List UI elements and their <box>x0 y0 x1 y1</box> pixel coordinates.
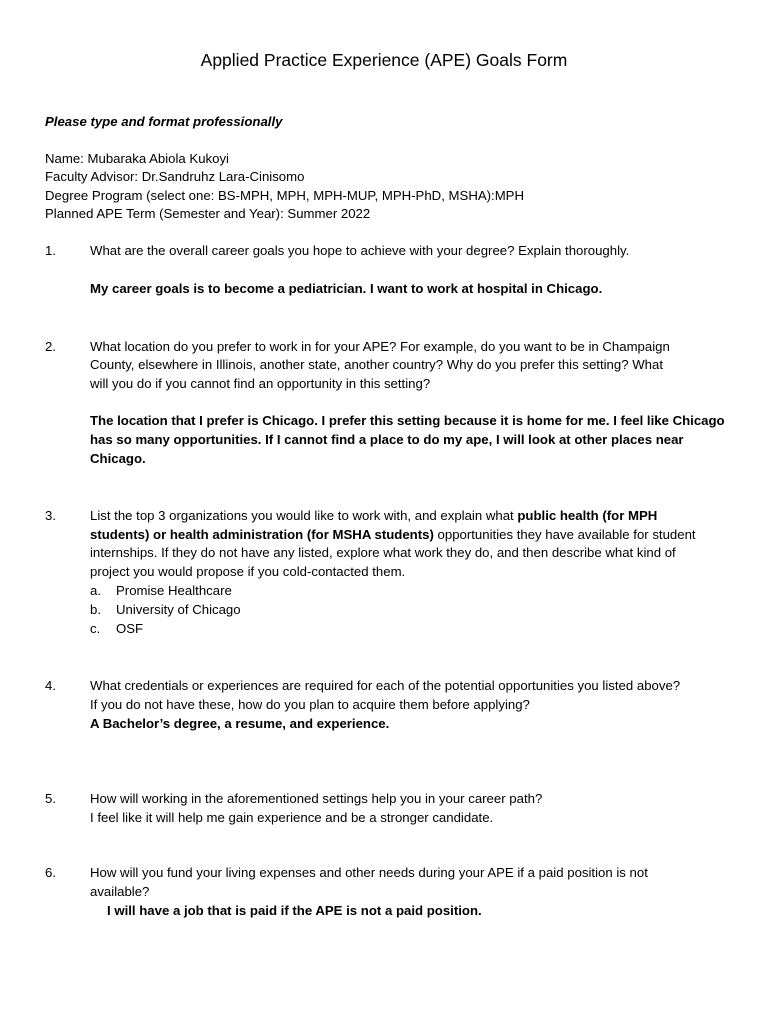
question-text-emphasis: public health (for MPH <box>517 508 658 523</box>
question-text: If you do not have these, how do you plan to acquire them before applying? <box>90 697 530 712</box>
program-line: Degree Program (select one: BS-MPH, MPH, MPH-MUP, MPH-PhD, MSHA):MPH <box>45 188 524 203</box>
list-item-label: a. <box>90 583 101 598</box>
question-number: 3. <box>45 508 56 523</box>
answer-text: The location that I prefer is Chicago. I prefer this setting because it is home for me. I feel like Chicago <box>90 413 725 428</box>
answer-text: has so many opportunities. If I cannot find a place to do my ape, I will look at other places near <box>90 432 684 447</box>
question-number: 4. <box>45 678 56 693</box>
answer-text: I feel like it will help me gain experience and be a stronger candidate. <box>90 810 494 825</box>
question-text-emphasis: students) or health administration (for MSHA students) <box>90 527 434 542</box>
question-text: project you would propose if you cold-contacted them. <box>90 564 406 579</box>
answer-text: My career goals is to become a pediatrician. I want to work at hospital in Chicago. <box>90 281 603 296</box>
instruction-text: Please type and format professionally <box>45 114 283 129</box>
question-number: 1. <box>45 243 56 258</box>
term-line: Planned APE Term (Semester and Year): Summer 2022 <box>45 206 371 221</box>
list-item-label: b. <box>90 602 101 617</box>
question-number: 2. <box>45 339 56 354</box>
question-text: How will you fund your living expenses and other needs during your APE if a paid position is not <box>90 865 648 880</box>
answer-text: I will have a job that is paid if the APE is not a paid position. <box>107 903 482 918</box>
list-item: OSF <box>116 621 144 636</box>
question-number: 6. <box>45 865 56 880</box>
name-line: Name: Mubaraka Abiola Kukoyi <box>45 151 229 166</box>
question-text-part: List the top 3 organizations you would like to work with, and explain what <box>90 508 518 523</box>
question-text <box>90 506 657 525</box>
answer-text: A Bachelor’s degree, a resume, and experience. <box>90 716 390 731</box>
list-item: University of Chicago <box>116 602 241 617</box>
form-title: Applied Practice Experience (APE) Goals Form <box>200 50 568 70</box>
list-item: Promise Healthcare <box>116 583 232 598</box>
question-text: What location do you prefer to work in for your APE? For example, do you want to be in Champaign <box>90 339 670 354</box>
list-item-label: c. <box>90 621 101 636</box>
question-text: What credentials or experiences are required for each of the potential opportunities you listed above? <box>90 678 681 693</box>
question-text: County, elsewhere in Illinois, another state, another country? Why do you prefer this setting? What <box>90 357 663 372</box>
question-text: available? <box>90 884 150 899</box>
question-text: internships. If they do not have any listed, explore what work they do, and then describe what kind of <box>90 545 676 560</box>
answer-text: Chicago. <box>90 451 146 466</box>
question-text-part: opportunities they have available for student <box>433 527 696 542</box>
question-text: will you do if you cannot find an opportunity in this setting? <box>90 376 431 391</box>
question-text <box>90 525 696 544</box>
question-number: 5. <box>45 791 56 806</box>
question-text: What are the overall career goals you hope to achieve with your degree? Explain thoroughly. <box>90 243 630 258</box>
advisor-line: Faculty Advisor: Dr.Sandruhz Lara-Cinisomo <box>45 169 305 184</box>
question-text: How will working in the aforementioned settings help you in your career path? <box>90 791 543 806</box>
